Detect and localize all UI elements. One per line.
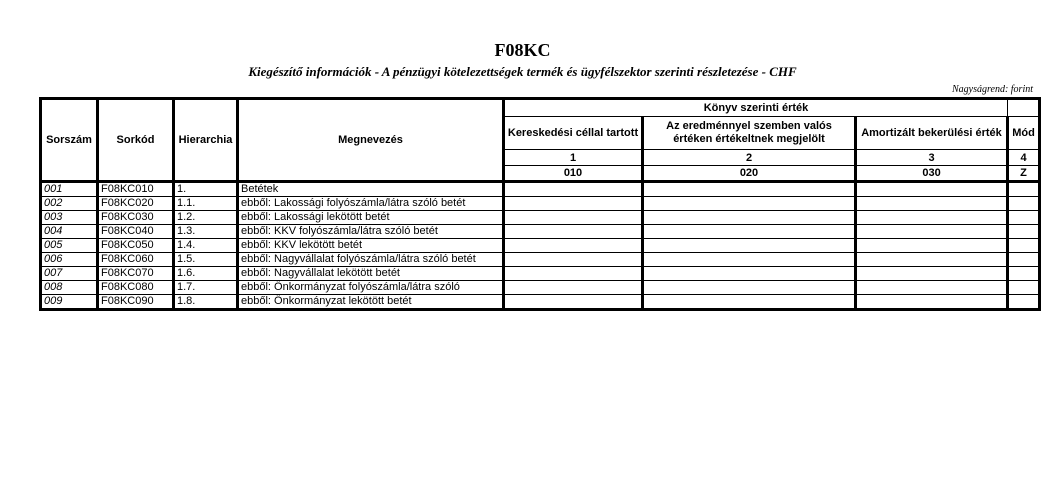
cell-c2[interactable]: [643, 182, 856, 197]
col-header-group: Könyv szerinti érték: [504, 99, 1008, 117]
cell-c2[interactable]: [643, 253, 856, 267]
cell-c3[interactable]: [856, 225, 1008, 239]
col-code-2: 020: [643, 166, 856, 182]
cell-mod[interactable]: [1008, 211, 1040, 225]
cell-c2[interactable]: [643, 197, 856, 211]
col-header-empty: [1008, 99, 1040, 117]
cell-c1[interactable]: [504, 267, 643, 281]
table-row: [41, 253, 1040, 267]
row-megnevezes: ebből: KKV folyószámla/látra szóló betét: [238, 225, 504, 239]
row-sorkod: F08KC030: [98, 211, 174, 225]
row-sorkod: F08KC060: [98, 253, 174, 267]
cell-c1[interactable]: [504, 295, 643, 310]
cell-mod[interactable]: [1008, 225, 1040, 239]
report-title: F08KC: [494, 40, 551, 60]
cell-c3[interactable]: [856, 281, 1008, 295]
row-megnevezes: ebből: Lakossági folyószámla/látra szóló betét: [238, 197, 504, 211]
cell-c1[interactable]: [504, 253, 643, 267]
row-hierarchia: 1.5.: [174, 253, 238, 267]
row-sorszam: 003: [41, 211, 98, 225]
row-sorkod: F08KC080: [98, 281, 174, 295]
row-megnevezes: ebből: Önkormányzat lekötött betét: [238, 295, 504, 310]
row-sorszam: 004: [41, 225, 98, 239]
col-header-megnevezes: Megnevezés: [238, 99, 504, 182]
cell-c2[interactable]: [643, 225, 856, 239]
row-sorkod: F08KC070: [98, 267, 174, 281]
cell-c3[interactable]: [856, 239, 1008, 253]
col-code-4: Z: [1008, 166, 1040, 182]
table-row: [41, 211, 1040, 225]
cell-c1[interactable]: [504, 182, 643, 197]
row-megnevezes: Betétek: [238, 182, 504, 197]
col-header-mod: Mód: [1008, 117, 1040, 150]
row-sorszam: 005: [41, 239, 98, 253]
table-row: [41, 225, 1040, 239]
cell-c2[interactable]: [643, 295, 856, 310]
cell-mod[interactable]: [1008, 281, 1040, 295]
cell-c1[interactable]: [504, 211, 643, 225]
cell-mod[interactable]: [1008, 253, 1040, 267]
cell-c2[interactable]: [643, 211, 856, 225]
row-sorkod: F08KC090: [98, 295, 174, 310]
col-header-c2: Az eredménnyel szemben valós értéken értékeltnek megjelölt: [643, 117, 856, 150]
col-code-3: 030: [856, 166, 1008, 182]
cell-c3[interactable]: [856, 267, 1008, 281]
row-hierarchia: 1.8.: [174, 295, 238, 310]
cell-c3[interactable]: [856, 253, 1008, 267]
cell-c2[interactable]: [643, 267, 856, 281]
cell-c1[interactable]: [504, 281, 643, 295]
cell-mod[interactable]: [1008, 267, 1040, 281]
cell-c3[interactable]: [856, 295, 1008, 310]
row-megnevezes: ebből: Nagyvállalat lekötött betét: [238, 267, 504, 281]
row-sorszam: 001: [41, 182, 98, 197]
cell-c2[interactable]: [643, 281, 856, 295]
col-code-1: 010: [504, 166, 643, 182]
row-megnevezes: ebből: Önkormányzat folyószámla/látra szóló: [238, 281, 504, 295]
row-sorkod: F08KC020: [98, 197, 174, 211]
row-hierarchia: 1.1.: [174, 197, 238, 211]
row-sorszam: 007: [41, 267, 98, 281]
cell-c1[interactable]: [504, 197, 643, 211]
col-number-1: 1: [504, 150, 643, 166]
col-header-sorszam: Sorszám: [41, 99, 98, 182]
col-header-hierarchia: Hierarchia: [174, 99, 238, 182]
cell-c3[interactable]: [856, 211, 1008, 225]
cell-mod[interactable]: [1008, 182, 1040, 197]
row-megnevezes: ebből: Lakossági lekötött betét: [238, 211, 504, 225]
cell-c1[interactable]: [504, 239, 643, 253]
cell-c3[interactable]: [856, 182, 1008, 197]
row-sorkod: F08KC050: [98, 239, 174, 253]
table-row: [41, 295, 1040, 310]
row-megnevezes: ebből: Nagyvállalat folyószámla/látra szóló betét: [238, 253, 504, 267]
row-sorkod: F08KC010: [98, 182, 174, 197]
row-hierarchia: 1.4.: [174, 239, 238, 253]
unit-label: Nagyságrend: forint: [951, 84, 1033, 95]
row-sorszam: 009: [41, 295, 98, 310]
col-header-c1: Kereskedési céllal tartott: [504, 117, 643, 150]
cell-mod[interactable]: [1008, 295, 1040, 310]
report-subtitle: Kiegészítő információk - A pénzügyi kötelezettségek termék és ügyfélszektor szerinti részletezése - CHF: [248, 64, 797, 79]
table-row: [41, 197, 1040, 211]
col-header-sorkod: Sorkód: [98, 99, 174, 182]
report-table: [39, 97, 1041, 311]
col-number-4: 4: [1008, 150, 1040, 166]
cell-mod[interactable]: [1008, 239, 1040, 253]
row-hierarchia: 1.6.: [174, 267, 238, 281]
row-sorszam: 002: [41, 197, 98, 211]
row-hierarchia: 1.2.: [174, 211, 238, 225]
col-number-3: 3: [856, 150, 1008, 166]
row-megnevezes: ebből: KKV lekötött betét: [238, 239, 504, 253]
cell-c2[interactable]: [643, 239, 856, 253]
table-row: [41, 239, 1040, 253]
table-row: [41, 267, 1040, 281]
row-hierarchia: 1.: [174, 182, 238, 197]
col-header-c3: Amortizált bekerülési érték: [856, 117, 1008, 150]
col-number-2: 2: [643, 150, 856, 166]
cell-mod[interactable]: [1008, 197, 1040, 211]
row-sorszam: 006: [41, 253, 98, 267]
table-row: [41, 281, 1040, 295]
table-row: [41, 182, 1040, 197]
cell-c3[interactable]: [856, 197, 1008, 211]
row-hierarchia: 1.3.: [174, 225, 238, 239]
row-sorszam: 008: [41, 281, 98, 295]
cell-c1[interactable]: [504, 225, 643, 239]
row-hierarchia: 1.7.: [174, 281, 238, 295]
row-sorkod: F08KC040: [98, 225, 174, 239]
